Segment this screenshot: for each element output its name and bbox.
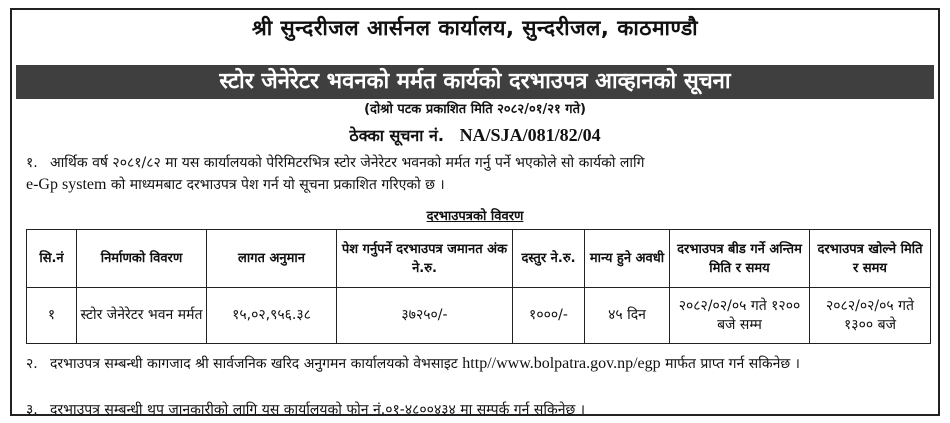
paragraph-1-line-1: आर्थिक वर्ष २०८१/८२ मा यस कार्यालयको पेरिमिटरभित्र स्टोर जेनेरेटर भवनको मर्मत गर्नु पर्ने भएकोले सो कार्यको लागि	[50, 155, 645, 171]
header-opening-date: दरभाउपत्र खोल्ने मिति र समय	[810, 230, 931, 288]
cell-bid-security: ३७२५०/-	[337, 288, 513, 344]
paragraph-2-number: २.	[26, 356, 38, 372]
cell-submission-deadline: २०८२/०२/०५ गते १२०० बजे सम्म	[670, 288, 810, 344]
table-header-row	[27, 230, 931, 288]
header-bid-security: पेश गर्नुपर्ने दरभाउपत्र जमानत अंक ने.रु.	[337, 230, 513, 288]
header-validity: मान्य हुने अवधी	[585, 230, 670, 288]
tender-label: ठेक्का सूचना नं.	[349, 126, 444, 145]
paragraph-2-text-before: दरभाउपत्र सम्बन्धी कागजाद श्री सार्वजनिक खरिद अनुगमन कार्यालयको वेभसाइट	[50, 356, 463, 372]
paragraph-1-line-2: को माध्यमबाट दरभाउपत्र पेश गर्न यो सूचना प्रकाशित गरिएको छ ।	[106, 177, 445, 193]
header-work-description: निर्माणको विवरण	[77, 230, 207, 288]
cell-cost-estimate: १५,०२,९५६.३८	[207, 288, 337, 344]
header-submission-deadline: दरभाउपत्र बीड गर्ने अन्तिम मिति र समय	[670, 230, 810, 288]
cell-serial: १	[27, 288, 77, 344]
notice-title-banner: स्टोर जेनेरेटर भवनको मर्मत कार्यको दरभाउपत्र आव्हानको सूचना	[16, 65, 934, 99]
bolpatra-url[interactable]: http//www.bolpatra.gov.np/egp	[462, 355, 661, 372]
cell-validity: ४५ दिन	[585, 288, 670, 344]
details-heading-text: दरभाउपत्रको विवरण	[426, 209, 524, 224]
table-row	[27, 288, 931, 344]
header-serial: सि.नं	[27, 230, 77, 288]
paragraph-2-text-after: मार्फत प्राप्त गर्न सकिनेछ ।	[660, 356, 800, 372]
cell-opening-date: २०८२/०२/०५ गते १३०० बजे	[810, 288, 931, 344]
header-cost-estimate: लागत अनुमान	[207, 230, 337, 288]
tender-notice	[10, 8, 940, 416]
egp-system-text: e-Gp system	[26, 176, 107, 193]
paragraph-3	[26, 399, 931, 421]
publish-note: (दोश्रो पटक प्रकाशित मिति २०८२/०१/२१ गते)	[364, 102, 586, 117]
tender-details-table	[26, 229, 931, 344]
paragraph-3-number: ३.	[26, 402, 38, 418]
office-name: श्री सुन्दरीजल आर्सनल कार्यालय, सुन्दरीजल, काठमाण्डौ	[251, 16, 699, 40]
cell-fee: १०००/-	[513, 288, 585, 344]
details-heading	[12, 206, 938, 224]
cell-work-description: स्टोर जेनेरेटर भवन मर्मत	[77, 288, 207, 344]
paragraph-1-number: १.	[26, 155, 38, 171]
paragraph-1	[26, 152, 931, 196]
tender-code: NA/SJA/081/82/04	[459, 125, 601, 145]
paragraph-3-text: दरभाउपत्र सम्बन्धी थप जानकारीको लागि यस कार्यालयको फोन नं.०१-४८००४३४ मा सम्पर्क गर्न सकिनेछ ।	[50, 402, 586, 418]
paragraph-2	[26, 353, 931, 375]
tender-number	[12, 124, 938, 146]
header-fee: दस्तुर ने.रु.	[513, 230, 585, 288]
